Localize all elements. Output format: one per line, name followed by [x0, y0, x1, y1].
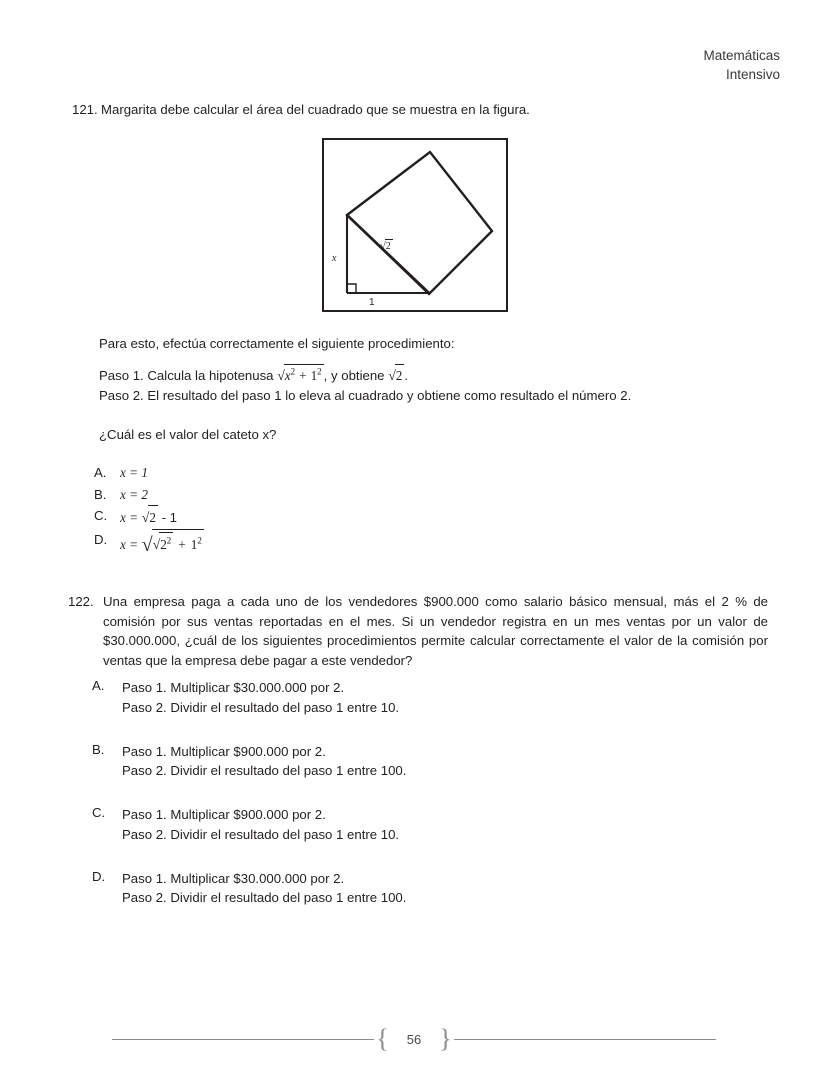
question-121-procedure — [99, 364, 631, 406]
option-122-B-line1: Paso 1. Multiplicar $900.000 por 2. — [122, 743, 326, 759]
page-footer — [0, 1026, 828, 1052]
option-121-C-radical: √2 — [142, 505, 158, 529]
option-122-C-line1: Paso 1. Multiplicar $900.000 por 2. — [122, 807, 326, 822]
question-121-text: Margarita debe calcular el área del cuadrado que se muestra en la figura. — [101, 102, 530, 117]
page-number: 56 — [406, 1031, 422, 1047]
footer-brace-left: { — [376, 1024, 389, 1053]
option-121-D-text — [120, 529, 204, 557]
paso-1-text-a: Calcula la hipotenusa — [147, 368, 274, 383]
header-program: Intensivo — [725, 67, 780, 82]
paso-1-result-radical: √2 — [388, 364, 404, 386]
option-122-C-body — [122, 805, 399, 844]
option-122-D-body — [122, 869, 406, 908]
paso-1-period: . — [404, 368, 409, 383]
option-122-B-letter: B. — [92, 741, 105, 757]
paso-1-plus: + — [299, 368, 307, 383]
header-subject: Matemáticas — [703, 48, 780, 63]
figure-label-sqrt2: √2 — [380, 241, 391, 252]
footer-rule-left — [112, 1039, 374, 1040]
procedure-paso-1 — [99, 364, 631, 386]
option-121-A[interactable] — [94, 462, 204, 484]
option-121-C-radicand: 2 — [148, 505, 158, 529]
option-122-D[interactable] — [92, 869, 406, 908]
option-122-D-letter: D. — [92, 868, 106, 884]
right-angle-icon — [347, 284, 356, 293]
option-121-C-suffix: - 1 — [161, 510, 177, 525]
question-121 — [72, 100, 772, 120]
question-121-prompt: ¿Cuál es el valor del cateto x? — [99, 427, 277, 442]
question-121-intro: Para esto, efectúa correctamente el siguiente procedimiento: — [99, 336, 455, 351]
question-122 — [68, 592, 768, 670]
option-121-D-letter: D. — [94, 531, 108, 547]
option-122-A-line1: Paso 1. Multiplicar $30.000.000 por 2. — [122, 680, 345, 695]
option-121-D-outer-exp: 2 — [197, 535, 202, 546]
option-121-A-text: x = 1 — [120, 465, 148, 480]
option-121-D-outer-base: 1 — [190, 536, 198, 552]
option-122-B-body — [122, 742, 406, 781]
figure-drawing — [322, 138, 508, 312]
figure-label-sqrt2-radicand: 2 — [385, 241, 391, 252]
option-121-B-text: x = 2 — [120, 486, 148, 502]
option-122-A-letter: A. — [92, 678, 105, 693]
option-121-C[interactable] — [94, 505, 204, 529]
option-121-D[interactable] — [94, 529, 204, 557]
option-121-B[interactable] — [94, 484, 204, 506]
option-122-C[interactable] — [92, 805, 406, 844]
option-121-D-outer-radical: $√√2^2 + 1^2$ — [142, 529, 204, 557]
question-122-options — [92, 678, 406, 932]
option-122-C-letter: C. — [92, 805, 106, 820]
option-122-C-line2: Paso 2. Dividir el resultado del paso 1 entre 10. — [122, 826, 400, 842]
paso-1-text-b: , y obtiene — [323, 368, 385, 383]
paso-1-exp-x: 2 — [290, 366, 296, 377]
option-121-A-letter: A. — [94, 465, 107, 480]
figure-square-triangle — [322, 138, 508, 312]
option-121-B-letter: B. — [94, 486, 107, 502]
option-121-D-inner-radical: $√2^2$ — [153, 532, 174, 556]
question-121-stem — [72, 100, 772, 120]
question-121-number: 121. — [72, 102, 98, 117]
option-122-A-line2: Paso 2. Dividir el resultado del paso 1 entre 10. — [122, 699, 400, 715]
question-121-options — [94, 462, 204, 556]
question-122-number: 122. — [68, 594, 94, 609]
figure-label-x: x — [332, 253, 337, 264]
option-122-B-line2: Paso 2. Dividir el resultado del paso 1 entre 100. — [122, 763, 407, 778]
option-122-B[interactable] — [92, 742, 406, 781]
figure-border-box — [322, 138, 508, 312]
option-121-D-inner-base: 2 — [160, 536, 167, 552]
option-122-A-body — [122, 678, 399, 717]
paso-1-exp-1: 2 — [317, 366, 322, 377]
triangle-hypotenuse — [347, 215, 429, 293]
question-122-stem — [68, 592, 768, 670]
option-122-D-line2: Paso 2. Dividir el resultado del paso 1 entre 100. — [122, 890, 407, 905]
paso-1-radical: $√x^2 + 1^2$ — [277, 364, 323, 386]
figure-label-1: 1 — [369, 297, 375, 308]
option-122-D-line1: Paso 1. Multiplicar $30.000.000 por 2. — [122, 870, 345, 886]
paso-1-base-x: x — [284, 368, 291, 383]
tilted-square-shape — [347, 152, 492, 294]
option-121-C-letter: C. — [94, 508, 108, 523]
option-121-D-prefix: x = — [120, 536, 139, 552]
question-122-text: Una empresa paga a cada uno de los vendedores $900.000 como salario básico mensual, más el 2 % de comisión por sus ventas reportadas en el mes. Si un vendedor registra en un mes ventas por un valor de $30.000.000, ¿cuál de los siguientes procedimientos permite calcular correctamente el valor de la comisión por ventas que la empresa debe pagar a este vendedor? — [103, 594, 768, 668]
paso-1-base-1: 1 — [310, 368, 318, 383]
paso-1-result-radicand: 2 — [395, 364, 405, 386]
footer-brace-right: } — [439, 1024, 452, 1053]
option-122-A[interactable] — [92, 678, 406, 717]
procedure-paso-2: Paso 2. El resultado del paso 1 lo eleva al cuadrado y obtiene como resultado el número 2. — [99, 388, 632, 403]
option-121-C-text — [120, 505, 204, 529]
option-121-D-plus: + — [178, 536, 186, 552]
footer-rule-right — [454, 1039, 716, 1040]
option-121-C-prefix: x = — [120, 510, 139, 525]
option-121-D-inner-exp: 2 — [166, 535, 172, 546]
page-header — [703, 46, 780, 84]
paso-1-label: Paso 1. — [99, 368, 144, 383]
